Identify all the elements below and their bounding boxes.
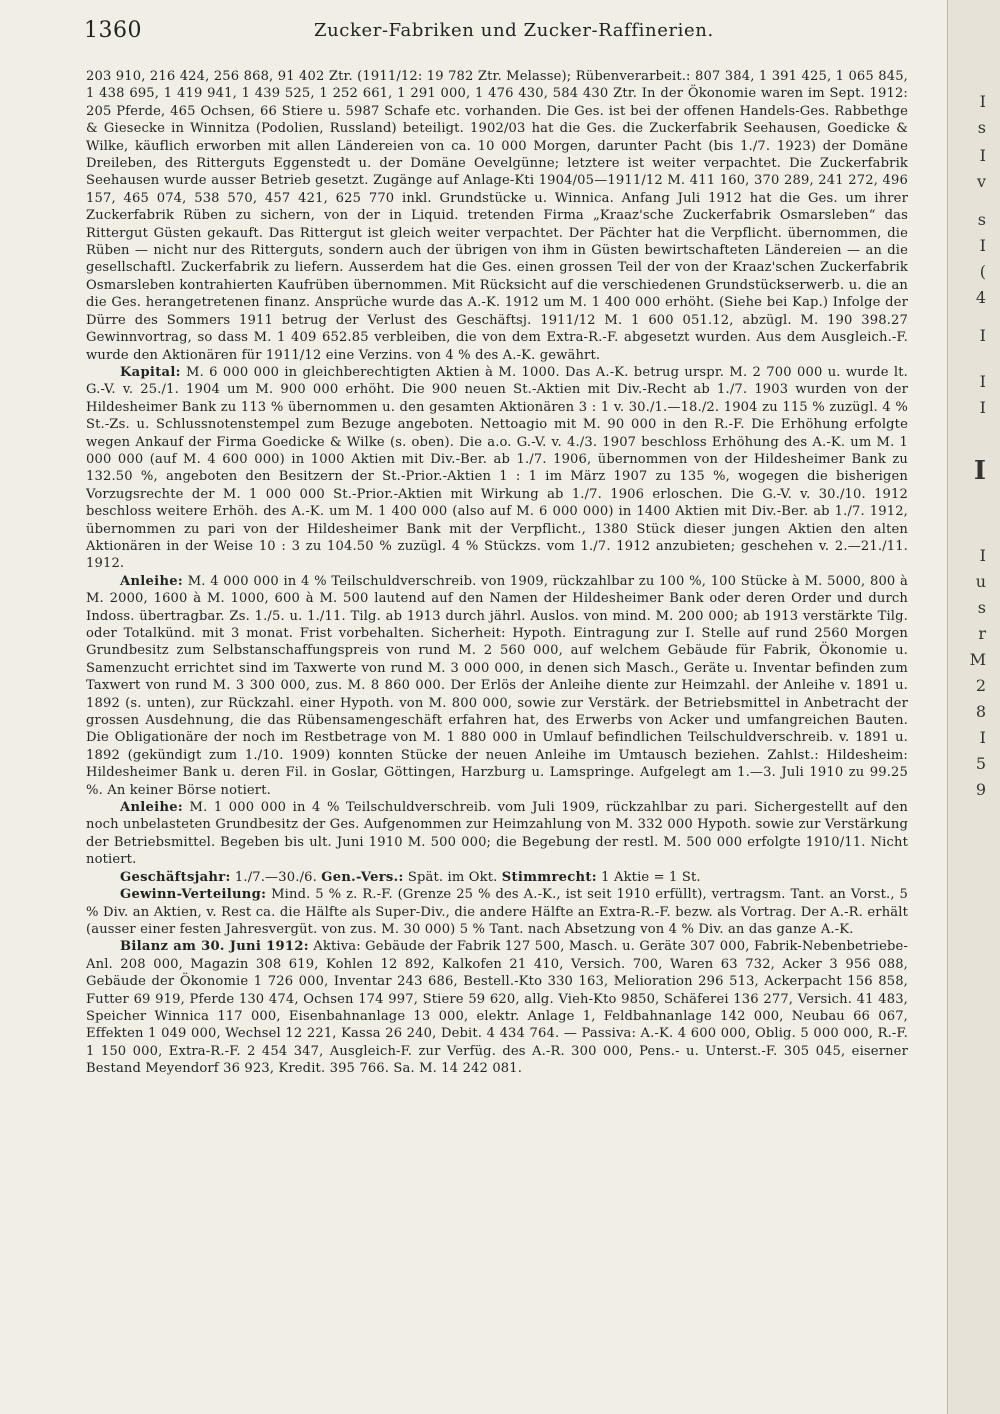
section-label: Anleihe: [120,573,184,589]
edge-character: s [977,118,986,137]
paragraph-anleihe-1 [86,573,908,799]
edge-character: I [979,146,986,165]
adjacent-page-edge [947,0,1000,1414]
edge-character: ( [979,262,986,281]
edge-character: 2 [975,676,986,695]
paragraph-text: M. 6 000 000 in gleichberechtigten Aktien à M. 1000. Das A.-K. betrug urspr. M. 2 700 000 u. wurde lt. G.-V. v. 25./1. 1904 um M. 900 000 erhöht. Die 900 neuen St.-Aktien mit Div.-Recht ab 1./7. 1903 wurden von der Hildesheimer Bank zu 113 % übernommen u. den gesamten Aktionären 3 : 1 v. 30./1.—18./2. 1904 zu 115 % zuzügl. 4 % St.-Zs. u. Schlussnotenstempel zum Bezuge angeboten. Nettoagio mit M. 90 000 in den R.-F. Die Erhöhung erfolgte wegen Ankauf der Firma Goedicke & Wilke (s. oben). Die a.o. G.-V. v. 4./3. 1907 beschloss Erhöhung des A.-K. um M. 1 000 000 (auf M. 4 600 000) in 1000 Aktien mit Div.-Ber. ab 1./7. 1906, übernommen von der Hildesheimer Bank zu 132.50 %, angeboten den Besitzern der St.-Prior.-Aktien 1 : 1 im März 1907 zu 135 %, wogegen die bisherigen Vorzugsrechte der M. 1 000 000 St.-Prior.-Aktien mit Wirkung ab 1./7. 1906 erloschen. Die G.-V. v. 30./10. 1912 beschloss weitere Erhöh. des A.-K. um M. 1 400 000 (also auf M. 6 000 000) in 1400 Aktien mit Div.-Ber. ab 1./7. 1912, übernommen zu pari von der Hildesheimer Bank mit der Verpflicht., 1380 Stück dieser jungen Aktien den alten Aktionären in der Weise 10 : 3 zu 104.50 % zuzügl. 4 % Stückzs. vom 1./7. 1912 anzubieten; geschehen v. 2.—21./11. 1912. [86,364,908,572]
edge-character: I [979,92,986,111]
section-label: Gen.-Vers.: [321,869,404,885]
edge-character: 4 [975,288,986,307]
paragraph-text: 1./7.—30./6. [234,869,317,885]
page-header [84,18,914,48]
edge-character: I [979,372,986,391]
edge-character: M [969,650,986,669]
edge-character: I [973,456,986,486]
page-number: 1360 [84,18,142,43]
edge-character: v [976,172,986,191]
section-label: Anleihe: [120,800,184,816]
edge-character: I [979,236,986,255]
paragraph-geschaeftsjahr [86,869,908,886]
section-label: Kapital: [120,364,181,380]
paragraph-text: Spät. im Okt. [407,869,498,885]
document-body [86,68,908,1078]
edge-character: r [978,624,986,643]
running-title: Zucker-Fabriken und Zucker-Raffinerien. [314,20,714,41]
paragraph-text: 203 910, 216 424, 256 868, 91 402 Ztr. (1911/12: 19 782 Ztr. Melasse); Rübenverarbeit.: 807 384, 1 391 425, 1 065 845, 1 438 695, 1 419 941, 1 439 525, 1 252 661, 1 291 000, 1 476 430, 584 430 Ztr. In der Ökonomie waren im Sept. 1912: 205 Pferde, 465 Ochsen, 66 Stiere u. 5987 Schafe etc. vorhanden. Die Ges. ist bei der offenen Handels-Ges. Rabbethge & Giesecke in Winnitza (Podolien, Russland) beteiligt. 1902/03 hat die Ges. die Zuckerfabrik Seehausen, Goedicke & Wilke, käuflich erworben mit allen Ländereien von ca. 10 000 Morgen, darunter Pacht (bis 1./7. 1923) der Domäne Dreileben, des Ritterguts Eggenstedt u. der Domäne Oevelgünne; letztere ist weiter verpachtet. Die Zuckerfabrik Seehausen wurde ausser Betrieb gesetzt. Zugänge auf Anlage-Kti 1904/05—1911/12 M. 411 160, 370 289, 241 272, 496 157, 465 074, 538 570, 457 421, 625 770 inkl. Grundstücke u. Winnica. Anfang Juli 1912 hat die Ges. um ihrer Zuckerfabrik Rüben zu sichern, von der in Liquid. tretenden Firma „Kraaz'sche Zuckerfabrik Osmarsleben“ das Rittergut Güsten gekauft. Das Rittergut ist gleich weiter verpachtet. Der Pächter hat die Verpflicht. übernommen, die Rüben — nicht nur des Ritterguts, sondern auch der übrigen von ihm in Güsten bewirtschafteten Ländereien — an die gesellschaftl. Zuckerfabrik zu liefern. Ausserdem hat die Ges. einen grossen Teil der von der Kraaz'schen Zuckerfabrik Osmarsleben kontrahierten Kaufrüben übernommen. Mit Rücksicht auf die verschiedenen Grundstückserwerb. u. die an die Ges. herangetretenen finanz. Ansprüche wurde das A.-K. 1912 um M. 1 400 000 erhöht. (Siehe bei Kap.) Infolge der Dürre des Sommers 1911 betrug der Verlust des Geschäftsj. 1911/12 M. 1 600 051.12, abzügl. M. 190 398.27 Gewinnvortrag, so dass M. 1 409 652.85 verbleiben, die von dem Extra-R.-F. abgesetzt wurden. Aus dem Ausgleich.-F. wurde den Aktionären für 1911/12 eine Verzins. von 4 % des A.-K. gewährt. [86,69,908,363]
paragraph-gewinn-verteilung [86,886,908,938]
paragraph-production [86,68,908,364]
section-label: Gewinn-Verteilung: [120,887,267,903]
edge-character: 9 [975,780,986,799]
edge-character: 8 [975,702,986,721]
paragraph-text: M. 1 000 000 in 4 % Teilschuldverschreib. vom Juli 1909, rückzahlbar zu pari. Sichergestellt auf den noch unbelasteten Grundbesitz der Ges. Aufgenommen zur Heimzahlung von M. 332 000 Hypoth. sowie zur Verstärkung der Betriebsmittel. Begeben bis ult. Juni 1910 M. 500 000; die Begebung der restl. M. 500 000 erfolgte 1910/11. Nicht notiert. [86,800,908,868]
paragraph-text: 1 Aktie = 1 St. [601,869,701,885]
paragraph-text: M. 4 000 000 in 4 % Teilschuldverschreib. von 1909, rückzahlbar zu 100 %, 100 Stücke à M. 5000, 800 à M. 2000, 1600 à M. 1000, 600 à M. 500 lautend auf den Namen der Hildesheimer Bank oder deren Order und durch Indoss. übertragbar. Zs. 1./5. u. 1./11. Tilg. ab 1913 durch jährl. Auslos. von mind. M. 200 000; ab 1913 verstärkte Tilg. oder Totalkünd. mit 3 monat. Frist vorbehalten. Sicherheit: Hypoth. Eintragung zur I. Stelle auf rund 2560 Morgen Grundbesitz zum Selbstanschaffungspreis von rund M. 2 560 000, auf welchem Gebäude für Fabrik, Ökonomie u. Samenzucht errichtet sind im Taxwerte von rund M. 3 000 000, in denen sich Masch., Geräte u. Inventar befinden zum Taxwert von rund M. 3 300 000, zus. M. 8 860 000. Der Erlös der Anleihe diente zur Heimzahl. der Anleihe v. 1891 u. 1892 (s. unten), zur Rückzahl. einer Hypoth. von M. 800 000, sowie zur Verstärk. der Betriebsmittel in Anbetracht der grossen Ausdehnung, die das Rübensamengeschäft erfahren hat, des Erwerbs von Acker und umfangreichen Bauten. Die Obligationäre der noch im Restbetrage von M. 1 880 000 in Umlauf befindlichen Teilschuldverschreib. v. 1891 u. 1892 (gekündigt zum 1./10. 1909) konnten Stücke der neuen Anleihe im Umtausch beziehen. Zahlst.: Hildesheim: Hildesheimer Bank u. deren Fil. in Goslar, Göttingen, Harzburg u. Lamspringe. Aufgelegt am 1.—3. Juli 1910 zu 99.25 %. An keiner Börse notiert. [86,573,908,798]
edge-character: I [979,728,986,747]
edge-character: I [979,398,986,417]
section-label: Bilanz am 30. Juni 1912: [120,939,309,955]
edge-character: I [979,546,986,565]
section-label: Geschäftsjahr: [120,869,231,885]
edge-character: s [977,210,986,229]
edge-character: s [977,598,986,617]
paragraph-text: Aktiva: Gebäude der Fabrik 127 500, Masch. u. Geräte 307 000, Fabrik-Nebenbetriebe-Anl. 208 000, Magazin 308 619, Kohlen 12 892, Kalkofen 21 410, Versich. 700, Waren 63 732, Acker 3 956 088, Gebäude der Ökonomie 1 726 000, Inventar 243 686, Bestell.-Kto 330 163, Melioration 296 513, Ackerpacht 156 858, Futter 69 919, Pferde 130 474, Ochsen 174 997, Stiere 59 620, allg. Vieh-Kto 9850, Schäferei 136 277, Versich. 41 483, Speicher Winnica 117 000, Eisenbahnanlage 13 000, elektr. Anlage 1, Feldbahnanlage 142 000, Neubau 66 067, Effekten 1 049 000, Wechsel 12 221, Kassa 26 240, Debit. 4 434 764. — Passiva: A.-K. 4 600 000, Oblig. 5 000 000, R.-F. 1 150 000, Extra-R.-F. 2 454 347, Ausgleich-F. zur Verfüg. des A.-R. 300 000, Pens.- u. Unterst.-F. 305 045, eiserner Bestand Meyendorf 36 923, Kredit. 395 766. Sa. M. 14 242 081. [86,939,908,1077]
paragraph-anleihe-2 [86,799,908,869]
edge-character: u [975,572,986,591]
edge-character: I [979,326,986,345]
edge-character: 5 [975,754,986,773]
paragraph-text: Mind. 5 % z. R.-F. (Grenze 25 % des A.-K., ist seit 1910 erfüllt), vertragsm. Tant. an Vorst., 5 % Div. an Aktien, v. Rest ca. die Hälfte als Super-Div., die andere Hälfte an Extra-R.-F. bezw. als Vortrag. Der A.-R. erhält (ausser einer festen Jahresvergüt. von zus. M. 30 000) 5 % Tant. nach Absetzung von 4 % Div. an das ganze A.-K. [86,887,908,937]
section-label: Stimmrecht: [501,869,597,885]
paragraph-bilanz [86,938,908,1077]
paragraph-kapital [86,364,908,573]
